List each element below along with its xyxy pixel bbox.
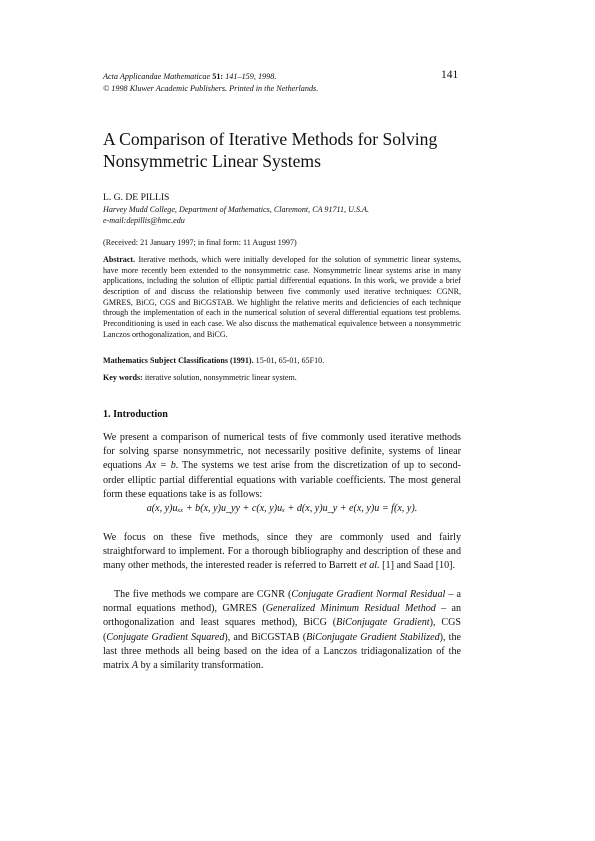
p3-cgs: Conjugate Gradient Squared bbox=[106, 631, 225, 643]
abstract-label: Abstract. bbox=[103, 255, 136, 264]
intro-paragraph-1 bbox=[103, 431, 461, 502]
p3-matrix-A: A bbox=[131, 660, 139, 672]
msc-codes: 15-01, 65-01, 65F10. bbox=[255, 356, 325, 365]
journal-volume: 51: bbox=[212, 72, 224, 81]
copyright-line: © 1998 Kluwer Academic Publishers. Printed in the Netherlands. bbox=[103, 83, 319, 93]
p3-text-e: ), and BiCGSTAB ( bbox=[224, 631, 307, 643]
page-number: 141 bbox=[441, 69, 459, 81]
display-equation: a(x, y)uₓₓ + b(x, y)u_yy + c(x, y)uₓ + d(x, y)u_y + e(x, y)u = f(x, y). bbox=[146, 503, 418, 514]
journal-header bbox=[103, 71, 318, 94]
keywords bbox=[103, 373, 297, 382]
journal-citation bbox=[103, 71, 318, 83]
author-affiliation-block bbox=[103, 205, 369, 226]
p3-text-f: ), the last three methods all being based on the idea of a Lanczos tridiagonalization of the matrix bbox=[103, 631, 461, 672]
intro-paragraph-2 bbox=[103, 531, 461, 574]
p2-text-a: We focus on these five methods, since they are commonly used and fairly straightforward to implement. For a thorough bibliography and description of these and many other methods, the interested reader is referred to Barrett bbox=[103, 532, 461, 572]
p3-text-a: The five methods we compare are CGNR ( bbox=[114, 589, 292, 600]
p3-bicgstab: BiConjugate Gradient Stabilized bbox=[306, 631, 440, 643]
received-dates: (Received: 21 January 1997; in final form: 11 August 1997) bbox=[103, 238, 297, 247]
p3-gmres: Generalized Minimum Residual Method bbox=[265, 603, 436, 615]
msc-label: Mathematics Subject Classifications (1991). bbox=[103, 356, 254, 365]
keywords-label: Key words: bbox=[103, 373, 143, 382]
journal-pages: 141–159, 1998. bbox=[225, 72, 277, 81]
p2-text-b: [1] and Saad [10]. bbox=[379, 560, 456, 572]
author-name: L. G. DE PILLIS bbox=[103, 192, 170, 203]
abstract bbox=[103, 255, 461, 340]
title-line-1: A Comparison of Iterative Methods for Solving bbox=[103, 129, 438, 149]
p1-text-b: . The systems we test arise from the discretization of up to second-order elliptic partial differential equations with variable coefficients. The most general form these equations take is as follows: bbox=[103, 460, 461, 500]
subject-classifications bbox=[103, 356, 324, 365]
paper-title bbox=[103, 128, 523, 172]
p1-text-a: We present a comparison of numerical tests of five commonly used iterative methods for solving sparse nonsymmetric, not necessarily positive definite, systems of linear equations bbox=[103, 432, 461, 472]
p3-text-g: by a similarity transformation. bbox=[138, 660, 264, 672]
abstract-text: Iterative methods, which were initially developed for the solution of symmetric linear systems, have more recently been extended to the nonsymmetric case. Nonsymmetric linear systems arise in many applications, including the solution of elliptic partial differential equations. In this work, we provide a brief description of and discuss the relationship between five commonly used iterative techniques: CGNR, GMRES, BiCG, CGS and BiCGSTAB. We highlight the relative merits and deficiencies of each technique through the implementation of each in the numerical solution of several differential equations test problems. Preconditioning is used in each case. We also discuss the mathematical equivalence between a nonsymmetric Lanczos orthogonalization, and BiCG. bbox=[103, 255, 461, 339]
p3-text-c: – an orthogonalization and least squares method), BiCG ( bbox=[103, 603, 462, 629]
keywords-text: iterative solution, nonsymmetric linear system. bbox=[144, 373, 297, 382]
p3-bicg: BiConjugate Gradient bbox=[336, 617, 430, 629]
p3-text-d: ), CGS ( bbox=[103, 617, 462, 643]
journal-name: Acta Applicandae Mathematicae bbox=[103, 72, 211, 81]
title-line-2: Nonsymmetric Linear Systems bbox=[103, 151, 321, 171]
section-heading: 1. Introduction bbox=[103, 409, 168, 420]
author-email: e-mail:depillis@hmc.edu bbox=[103, 215, 185, 225]
affiliation: Harvey Mudd College, Department of Mathematics, Claremont, CA 91711, U.S.A. bbox=[103, 205, 370, 214]
intro-paragraph-3 bbox=[103, 588, 461, 673]
p3-cgnr: Conjugate Gradient Normal Residual bbox=[291, 589, 446, 600]
p1-inline-equation: Ax = b bbox=[145, 460, 176, 472]
p3-text-b: – a normal equations method), GMRES ( bbox=[103, 589, 461, 615]
p2-etal: et al. bbox=[359, 560, 380, 572]
